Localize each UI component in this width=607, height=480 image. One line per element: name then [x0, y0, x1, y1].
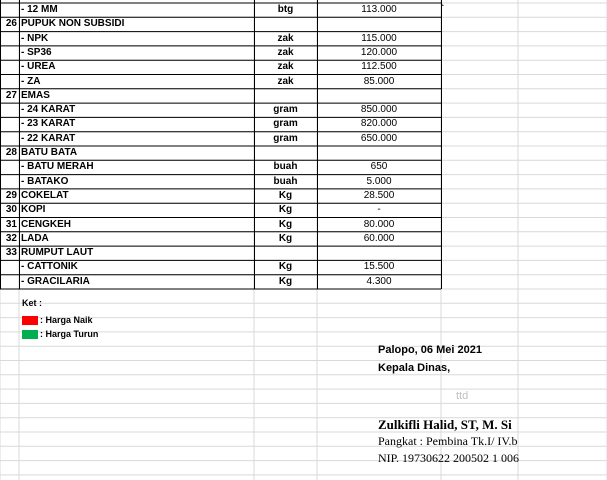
row-price: 650.000	[360, 132, 398, 144]
row-number	[0, 75, 19, 89]
row-extra	[441, 275, 607, 289]
legend-title: Ket :	[22, 298, 42, 308]
row-extra	[441, 160, 607, 174]
table-row	[0, 17, 607, 31]
table-row	[0, 275, 607, 289]
row-number	[0, 275, 19, 289]
table-row	[0, 246, 607, 260]
row-extra	[441, 218, 607, 232]
row-item-name: - UREA	[21, 61, 56, 73]
row-item-name: - BATU MERAH	[21, 161, 94, 173]
row-extra	[441, 46, 607, 60]
table-row	[0, 60, 607, 74]
row-extra	[441, 75, 607, 89]
table-row	[0, 260, 607, 274]
row-number	[0, 132, 19, 146]
row-item-name: COKELAT	[21, 189, 69, 201]
table-row	[0, 89, 607, 103]
row-price	[317, 246, 441, 260]
row-number: 26	[5, 18, 17, 30]
row-item-name: EMAS	[21, 89, 50, 101]
row-unit: Kg	[278, 218, 293, 230]
row-price: 820.000	[360, 118, 398, 130]
row-number	[0, 3, 19, 17]
row-price: 60.000	[363, 232, 395, 244]
row-price	[317, 146, 441, 160]
row-unit: buah	[273, 175, 298, 187]
row-number: 32	[5, 232, 17, 244]
row-number	[0, 60, 19, 74]
row-price: 113.000	[361, 4, 397, 15]
row-price: 115.000	[361, 32, 397, 44]
table-row	[0, 146, 607, 160]
row-extra	[441, 260, 607, 274]
table-row	[0, 189, 607, 203]
row-item-name: - 12 MM	[21, 4, 58, 15]
signature-position: Kepala Dinas,	[378, 362, 451, 374]
table-row	[0, 3, 607, 17]
row-extra	[441, 89, 607, 103]
table-row	[0, 117, 607, 131]
row-price: 5.000	[366, 175, 392, 187]
row-number: 33	[5, 247, 17, 259]
row-unit	[254, 89, 317, 103]
row-unit: Kg	[278, 232, 293, 244]
legend-label-turun: : Harga Turun	[40, 329, 99, 339]
signature-ttd: ttd	[456, 390, 469, 402]
row-unit: zak	[277, 46, 294, 58]
row-item-name: - NPK	[21, 32, 49, 44]
signature-rank: Pangkat : Pembina Tk.I/ IV.b	[378, 434, 518, 448]
row-unit: buah	[273, 161, 298, 173]
row-number	[0, 46, 19, 60]
legend-swatch-green	[22, 330, 38, 339]
row-extra	[441, 117, 607, 131]
row-price: 85.000	[363, 75, 395, 87]
row-item-name: BATU BATA	[21, 147, 78, 158]
row-price: 112.500	[361, 61, 397, 73]
row-extra	[441, 17, 607, 31]
row-unit	[254, 17, 317, 31]
row-unit: Kg	[278, 204, 293, 216]
row-item-name: - 24 KARAT	[21, 104, 76, 116]
row-item-name: RUMPUT LAUT	[21, 247, 94, 259]
signature-place-date: Palopo, 06 Mei 2021	[378, 344, 482, 356]
row-item-name: KOPI	[21, 204, 46, 216]
row-unit: Kg	[278, 189, 293, 201]
row-extra	[441, 203, 607, 217]
row-extra: `	[441, 4, 445, 15]
row-item-name: PUPUK NON SUBSIDI	[21, 18, 125, 30]
row-unit: zak	[277, 75, 294, 87]
table-row	[0, 32, 607, 46]
row-extra	[441, 232, 607, 246]
row-unit: gram	[273, 132, 298, 144]
row-number: 28	[5, 147, 17, 158]
table-row	[0, 132, 607, 146]
row-item-name: CENGKEH	[21, 218, 72, 230]
row-unit: zak	[277, 32, 294, 44]
row-unit: zak	[277, 61, 294, 73]
row-extra	[441, 60, 607, 74]
row-price	[317, 89, 441, 103]
row-item-name: - 23 KARAT	[21, 118, 76, 130]
row-extra	[441, 32, 607, 46]
row-number: 29	[5, 189, 17, 201]
legend-label-naik: : Harga Naik	[40, 315, 93, 325]
row-item-name: - BATAKO	[21, 175, 69, 187]
row-number: 27	[5, 89, 17, 101]
row-number	[0, 160, 19, 174]
row-price: 120.000	[360, 46, 398, 58]
table-row	[0, 232, 607, 246]
row-price: 650	[370, 161, 388, 173]
table-row	[0, 203, 607, 217]
row-extra	[441, 146, 607, 160]
row-price: 4.300	[366, 275, 392, 287]
table-row	[0, 103, 607, 117]
row-price: 850.000	[360, 104, 398, 116]
row-unit: gram	[273, 118, 298, 130]
row-price: 80.000	[363, 218, 395, 230]
row-extra	[441, 175, 607, 189]
signature-name: Zulkifli Halid, ST, M. Si	[378, 417, 512, 432]
row-unit: Kg	[278, 261, 293, 273]
row-number	[0, 175, 19, 189]
row-extra	[441, 103, 607, 117]
row-unit	[254, 246, 317, 260]
row-extra	[441, 132, 607, 146]
row-unit: Kg	[278, 275, 293, 287]
row-item-name: - 22 KARAT	[21, 132, 76, 144]
row-extra	[441, 189, 607, 203]
row-number: 30	[5, 204, 17, 216]
row-item-name: - ZA	[21, 75, 41, 87]
row-number: 31	[5, 218, 17, 230]
row-number	[0, 260, 19, 274]
row-number	[0, 32, 19, 46]
table-row	[0, 218, 607, 232]
row-unit: gram	[273, 104, 298, 116]
row-item-name: - SP36	[21, 46, 52, 58]
row-price: -	[377, 204, 381, 216]
row-extra	[441, 246, 607, 260]
row-number	[0, 117, 19, 131]
row-item-name: - CATTONIK	[21, 261, 78, 273]
row-unit: btg	[277, 4, 294, 15]
row-price	[317, 17, 441, 31]
row-price: 15.500	[363, 261, 395, 273]
legend-swatch-red	[22, 316, 38, 325]
row-price: 28.500	[363, 189, 395, 201]
table-row	[0, 46, 607, 60]
signature-nip: NIP. 19730622 200502 1 006	[378, 451, 520, 465]
table-row	[0, 75, 607, 89]
table-row	[0, 175, 607, 189]
table-row	[0, 160, 607, 174]
row-item-name: - GRACILARIA	[21, 275, 90, 287]
row-item-name: LADA	[21, 232, 49, 244]
row-number	[0, 103, 19, 117]
row-unit	[254, 146, 317, 160]
